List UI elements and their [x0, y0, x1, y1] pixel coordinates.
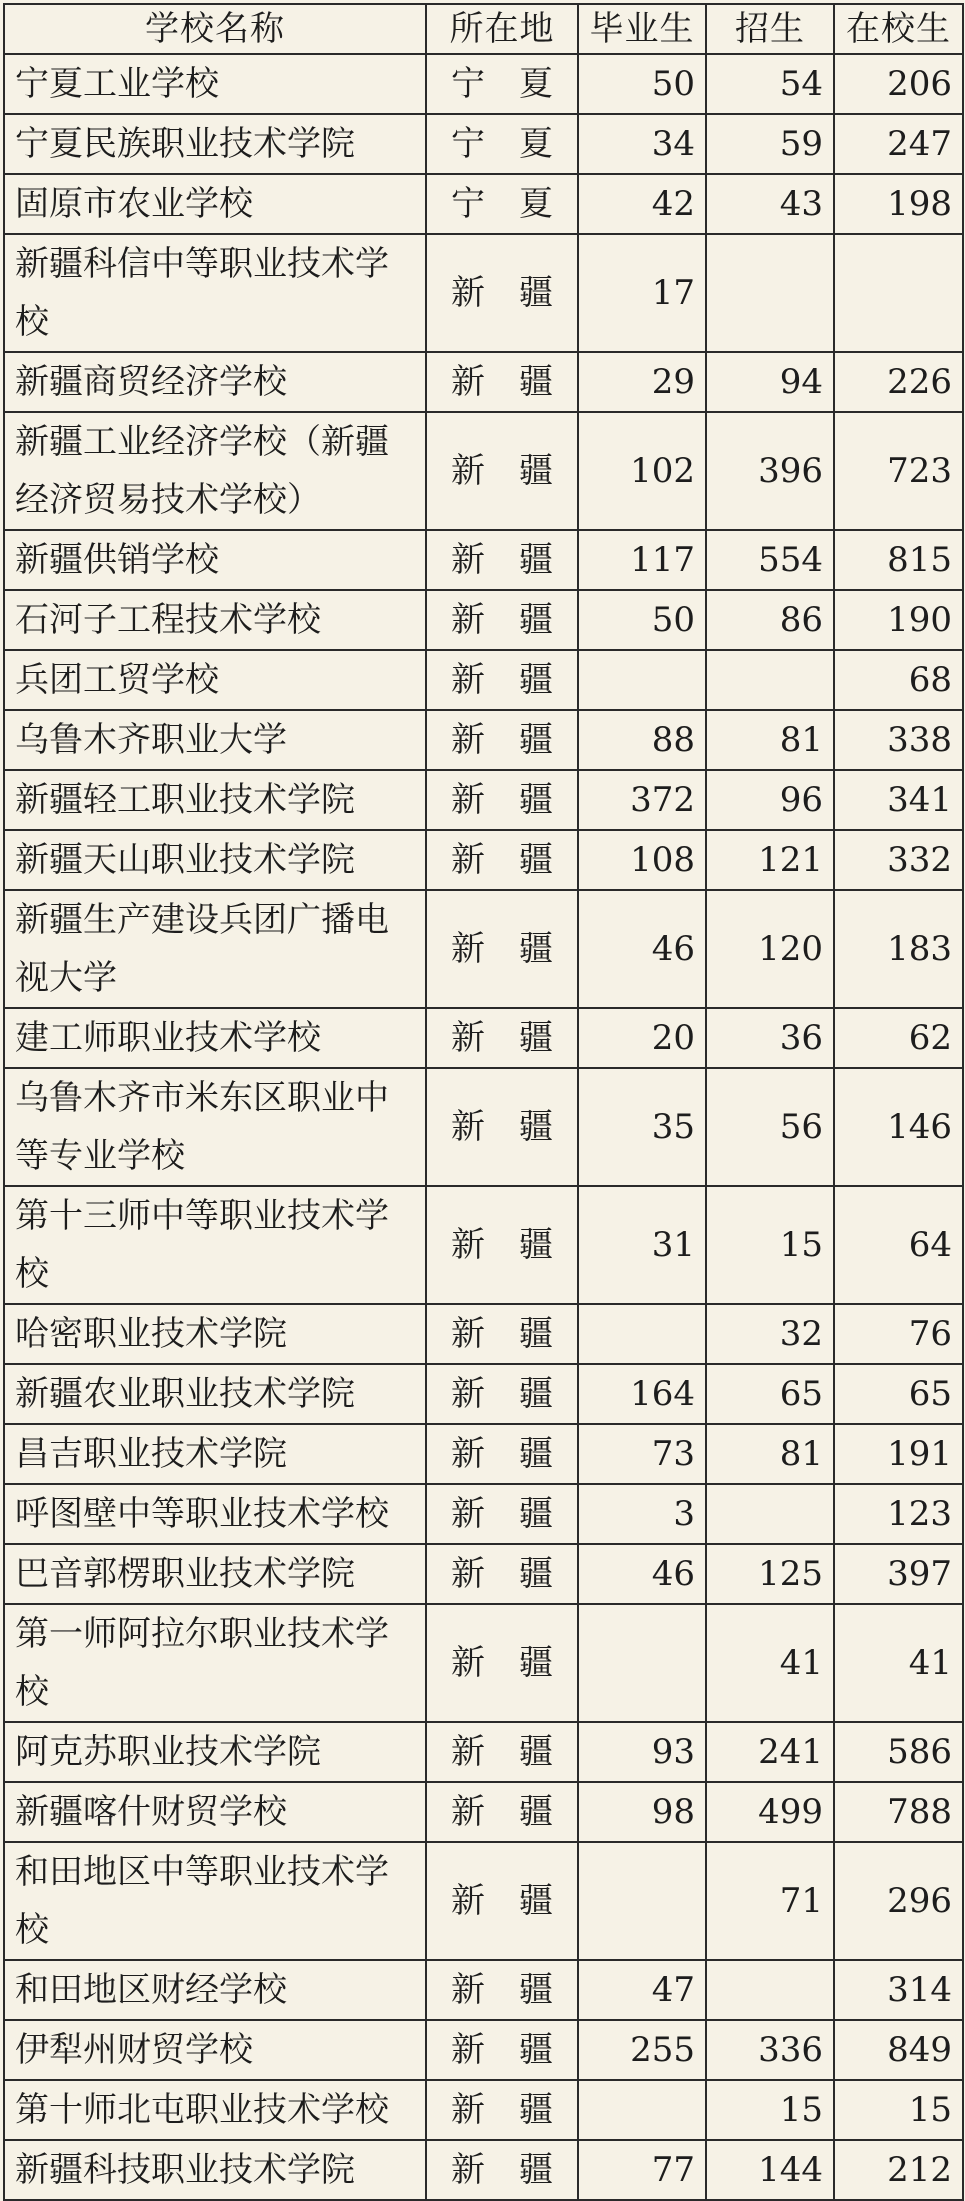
- enrollment-cell: 499: [706, 1782, 834, 1842]
- table-row: [4, 1722, 963, 1782]
- enrollment-cell: 15: [706, 1186, 834, 1304]
- location-cell: 新 疆: [426, 710, 578, 770]
- location-cell: 新 疆: [426, 890, 578, 1008]
- location-cell: 新 疆: [426, 830, 578, 890]
- graduates-cell: 31: [578, 1186, 706, 1304]
- enrollment-cell: 15: [706, 2080, 834, 2140]
- students-cell: 123: [834, 1484, 963, 1544]
- graduates-cell: [578, 650, 706, 710]
- school-name-cell: 石河子工程技术学校: [4, 590, 426, 650]
- school-name-cell: 第十师北屯职业技术学校: [4, 2080, 426, 2140]
- table-row: [4, 234, 963, 352]
- table-row: [4, 1604, 963, 1722]
- school-name-cell: 和田地区中等职业技术学校: [4, 1842, 426, 1960]
- table-row: [4, 2140, 963, 2200]
- table-row: [4, 1842, 963, 1960]
- enrollment-cell: 65: [706, 1364, 834, 1424]
- graduates-cell: 46: [578, 890, 706, 1008]
- students-cell: 76: [834, 1304, 963, 1364]
- school-name-cell: 新疆天山职业技术学院: [4, 830, 426, 890]
- school-name-cell: 第十三师中等职业技术学校: [4, 1186, 426, 1304]
- header-enrollment: 招生: [706, 4, 834, 54]
- graduates-cell: 102: [578, 412, 706, 530]
- location-cell: 新 疆: [426, 770, 578, 830]
- location-cell: 新 疆: [426, 1304, 578, 1364]
- enrollment-cell: 554: [706, 530, 834, 590]
- school-name-cell: 建工师职业技术学校: [4, 1008, 426, 1068]
- enrollment-cell: [706, 1484, 834, 1544]
- students-cell: 332: [834, 830, 963, 890]
- graduates-cell: 108: [578, 830, 706, 890]
- graduates-cell: 47: [578, 1960, 706, 2020]
- school-name-cell: 哈密职业技术学院: [4, 1304, 426, 1364]
- table-body: [4, 54, 963, 2200]
- location-cell: 新 疆: [426, 2080, 578, 2140]
- location-cell: 新 疆: [426, 1424, 578, 1484]
- graduates-cell: 35: [578, 1068, 706, 1186]
- students-cell: 146: [834, 1068, 963, 1186]
- school-name-cell: 乌鲁木齐职业大学: [4, 710, 426, 770]
- graduates-cell: 17: [578, 234, 706, 352]
- table-row: [4, 1544, 963, 1604]
- location-cell: 新 疆: [426, 352, 578, 412]
- table-row: [4, 650, 963, 710]
- school-name-cell: 宁夏工业学校: [4, 54, 426, 114]
- students-cell: 191: [834, 1424, 963, 1484]
- graduates-cell: 98: [578, 1782, 706, 1842]
- location-cell: 宁 夏: [426, 54, 578, 114]
- students-cell: 314: [834, 1960, 963, 2020]
- enrollment-cell: 81: [706, 710, 834, 770]
- location-cell: 新 疆: [426, 1604, 578, 1722]
- location-cell: 新 疆: [426, 1008, 578, 1068]
- table-row: [4, 1008, 963, 1068]
- table-row: [4, 1782, 963, 1842]
- students-cell: 586: [834, 1722, 963, 1782]
- graduates-cell: 34: [578, 114, 706, 174]
- students-cell: 62: [834, 1008, 963, 1068]
- students-cell: 41: [834, 1604, 963, 1722]
- school-name-cell: 新疆科信中等职业技术学校: [4, 234, 426, 352]
- students-cell: 190: [834, 590, 963, 650]
- header-students: 在校生: [834, 4, 963, 54]
- school-name-cell: 巴音郭楞职业技术学院: [4, 1544, 426, 1604]
- students-cell: 723: [834, 412, 963, 530]
- table-row: [4, 1186, 963, 1304]
- graduates-cell: 255: [578, 2020, 706, 2080]
- school-name-cell: 和田地区财经学校: [4, 1960, 426, 2020]
- location-cell: 新 疆: [426, 1960, 578, 2020]
- table-row: [4, 710, 963, 770]
- school-name-cell: 新疆生产建设兵团广播电视大学: [4, 890, 426, 1008]
- graduates-cell: 372: [578, 770, 706, 830]
- location-cell: 新 疆: [426, 1186, 578, 1304]
- students-cell: 183: [834, 890, 963, 1008]
- school-name-cell: 新疆供销学校: [4, 530, 426, 590]
- header-graduates: 毕业生: [578, 4, 706, 54]
- graduates-cell: [578, 1304, 706, 1364]
- students-cell: [834, 234, 963, 352]
- graduates-cell: 117: [578, 530, 706, 590]
- enrollment-cell: 336: [706, 2020, 834, 2080]
- location-cell: 新 疆: [426, 1722, 578, 1782]
- graduates-cell: 93: [578, 1722, 706, 1782]
- graduates-cell: [578, 1842, 706, 1960]
- location-cell: 新 疆: [426, 1364, 578, 1424]
- students-cell: 68: [834, 650, 963, 710]
- table-row: [4, 530, 963, 590]
- location-cell: 新 疆: [426, 1544, 578, 1604]
- table-row: [4, 1960, 963, 2020]
- students-cell: 65: [834, 1364, 963, 1424]
- school-statistics-table: [3, 3, 964, 2201]
- enrollment-cell: 144: [706, 2140, 834, 2200]
- school-name-cell: 新疆工业经济学校（新疆经济贸易技术学校）: [4, 412, 426, 530]
- school-name-cell: 昌吉职业技术学院: [4, 1424, 426, 1484]
- students-cell: 226: [834, 352, 963, 412]
- students-cell: 296: [834, 1842, 963, 1960]
- students-cell: 849: [834, 2020, 963, 2080]
- enrollment-cell: 71: [706, 1842, 834, 1960]
- table-row: [4, 412, 963, 530]
- enrollment-cell: 125: [706, 1544, 834, 1604]
- enrollment-cell: 120: [706, 890, 834, 1008]
- graduates-cell: 164: [578, 1364, 706, 1424]
- table-row: [4, 1068, 963, 1186]
- enrollment-cell: 36: [706, 1008, 834, 1068]
- enrollment-cell: 54: [706, 54, 834, 114]
- enrollment-cell: 32: [706, 1304, 834, 1364]
- students-cell: 815: [834, 530, 963, 590]
- graduates-cell: 73: [578, 1424, 706, 1484]
- graduates-cell: 3: [578, 1484, 706, 1544]
- graduates-cell: [578, 1604, 706, 1722]
- location-cell: 新 疆: [426, 1068, 578, 1186]
- graduates-cell: 42: [578, 174, 706, 234]
- table-row: [4, 890, 963, 1008]
- students-cell: 247: [834, 114, 963, 174]
- graduates-cell: 20: [578, 1008, 706, 1068]
- graduates-cell: 29: [578, 352, 706, 412]
- table-row: [4, 770, 963, 830]
- table-row: [4, 2080, 963, 2140]
- students-cell: 397: [834, 1544, 963, 1604]
- students-cell: 212: [834, 2140, 963, 2200]
- table-row: [4, 1484, 963, 1544]
- header-location: 所在地: [426, 4, 578, 54]
- school-name-cell: 新疆科技职业技术学院: [4, 2140, 426, 2200]
- enrollment-cell: 43: [706, 174, 834, 234]
- location-cell: 新 疆: [426, 590, 578, 650]
- school-name-cell: 新疆农业职业技术学院: [4, 1364, 426, 1424]
- enrollment-cell: 396: [706, 412, 834, 530]
- enrollment-cell: 96: [706, 770, 834, 830]
- enrollment-cell: 241: [706, 1722, 834, 1782]
- enrollment-cell: 94: [706, 352, 834, 412]
- graduates-cell: 50: [578, 590, 706, 650]
- school-name-cell: 固原市农业学校: [4, 174, 426, 234]
- students-cell: 788: [834, 1782, 963, 1842]
- header-school-name: 学校名称: [4, 4, 426, 54]
- school-name-cell: 乌鲁木齐市米东区职业中等专业学校: [4, 1068, 426, 1186]
- students-cell: 64: [834, 1186, 963, 1304]
- students-cell: 198: [834, 174, 963, 234]
- location-cell: 新 疆: [426, 234, 578, 352]
- graduates-cell: 46: [578, 1544, 706, 1604]
- table-row: [4, 1364, 963, 1424]
- table-header-row: [4, 4, 963, 54]
- students-cell: 206: [834, 54, 963, 114]
- table-row: [4, 2020, 963, 2080]
- graduates-cell: [578, 2080, 706, 2140]
- graduates-cell: 77: [578, 2140, 706, 2200]
- location-cell: 新 疆: [426, 530, 578, 590]
- enrollment-cell: [706, 650, 834, 710]
- enrollment-cell: 59: [706, 114, 834, 174]
- location-cell: 宁 夏: [426, 114, 578, 174]
- enrollment-cell: [706, 234, 834, 352]
- school-name-cell: 新疆喀什财贸学校: [4, 1782, 426, 1842]
- table-row: [4, 114, 963, 174]
- enrollment-cell: [706, 1960, 834, 2020]
- school-name-cell: 新疆商贸经济学校: [4, 352, 426, 412]
- table-row: [4, 1424, 963, 1484]
- enrollment-cell: 121: [706, 830, 834, 890]
- location-cell: 新 疆: [426, 1842, 578, 1960]
- table-row: [4, 830, 963, 890]
- graduates-cell: 50: [578, 54, 706, 114]
- location-cell: 新 疆: [426, 650, 578, 710]
- table-row: [4, 174, 963, 234]
- school-name-cell: 新疆轻工职业技术学院: [4, 770, 426, 830]
- location-cell: 新 疆: [426, 2140, 578, 2200]
- school-name-cell: 呼图壁中等职业技术学校: [4, 1484, 426, 1544]
- location-cell: 新 疆: [426, 412, 578, 530]
- table-row: [4, 590, 963, 650]
- school-name-cell: 宁夏民族职业技术学院: [4, 114, 426, 174]
- school-name-cell: 阿克苏职业技术学院: [4, 1722, 426, 1782]
- graduates-cell: 88: [578, 710, 706, 770]
- table-row: [4, 352, 963, 412]
- students-cell: 15: [834, 2080, 963, 2140]
- school-name-cell: 伊犁州财贸学校: [4, 2020, 426, 2080]
- school-name-cell: 兵团工贸学校: [4, 650, 426, 710]
- enrollment-cell: 81: [706, 1424, 834, 1484]
- enrollment-cell: 86: [706, 590, 834, 650]
- table-row: [4, 54, 963, 114]
- location-cell: 新 疆: [426, 1782, 578, 1842]
- location-cell: 新 疆: [426, 2020, 578, 2080]
- students-cell: 341: [834, 770, 963, 830]
- location-cell: 宁 夏: [426, 174, 578, 234]
- table-row: [4, 1304, 963, 1364]
- location-cell: 新 疆: [426, 1484, 578, 1544]
- students-cell: 338: [834, 710, 963, 770]
- enrollment-cell: 41: [706, 1604, 834, 1722]
- school-name-cell: 第一师阿拉尔职业技术学校: [4, 1604, 426, 1722]
- enrollment-cell: 56: [706, 1068, 834, 1186]
